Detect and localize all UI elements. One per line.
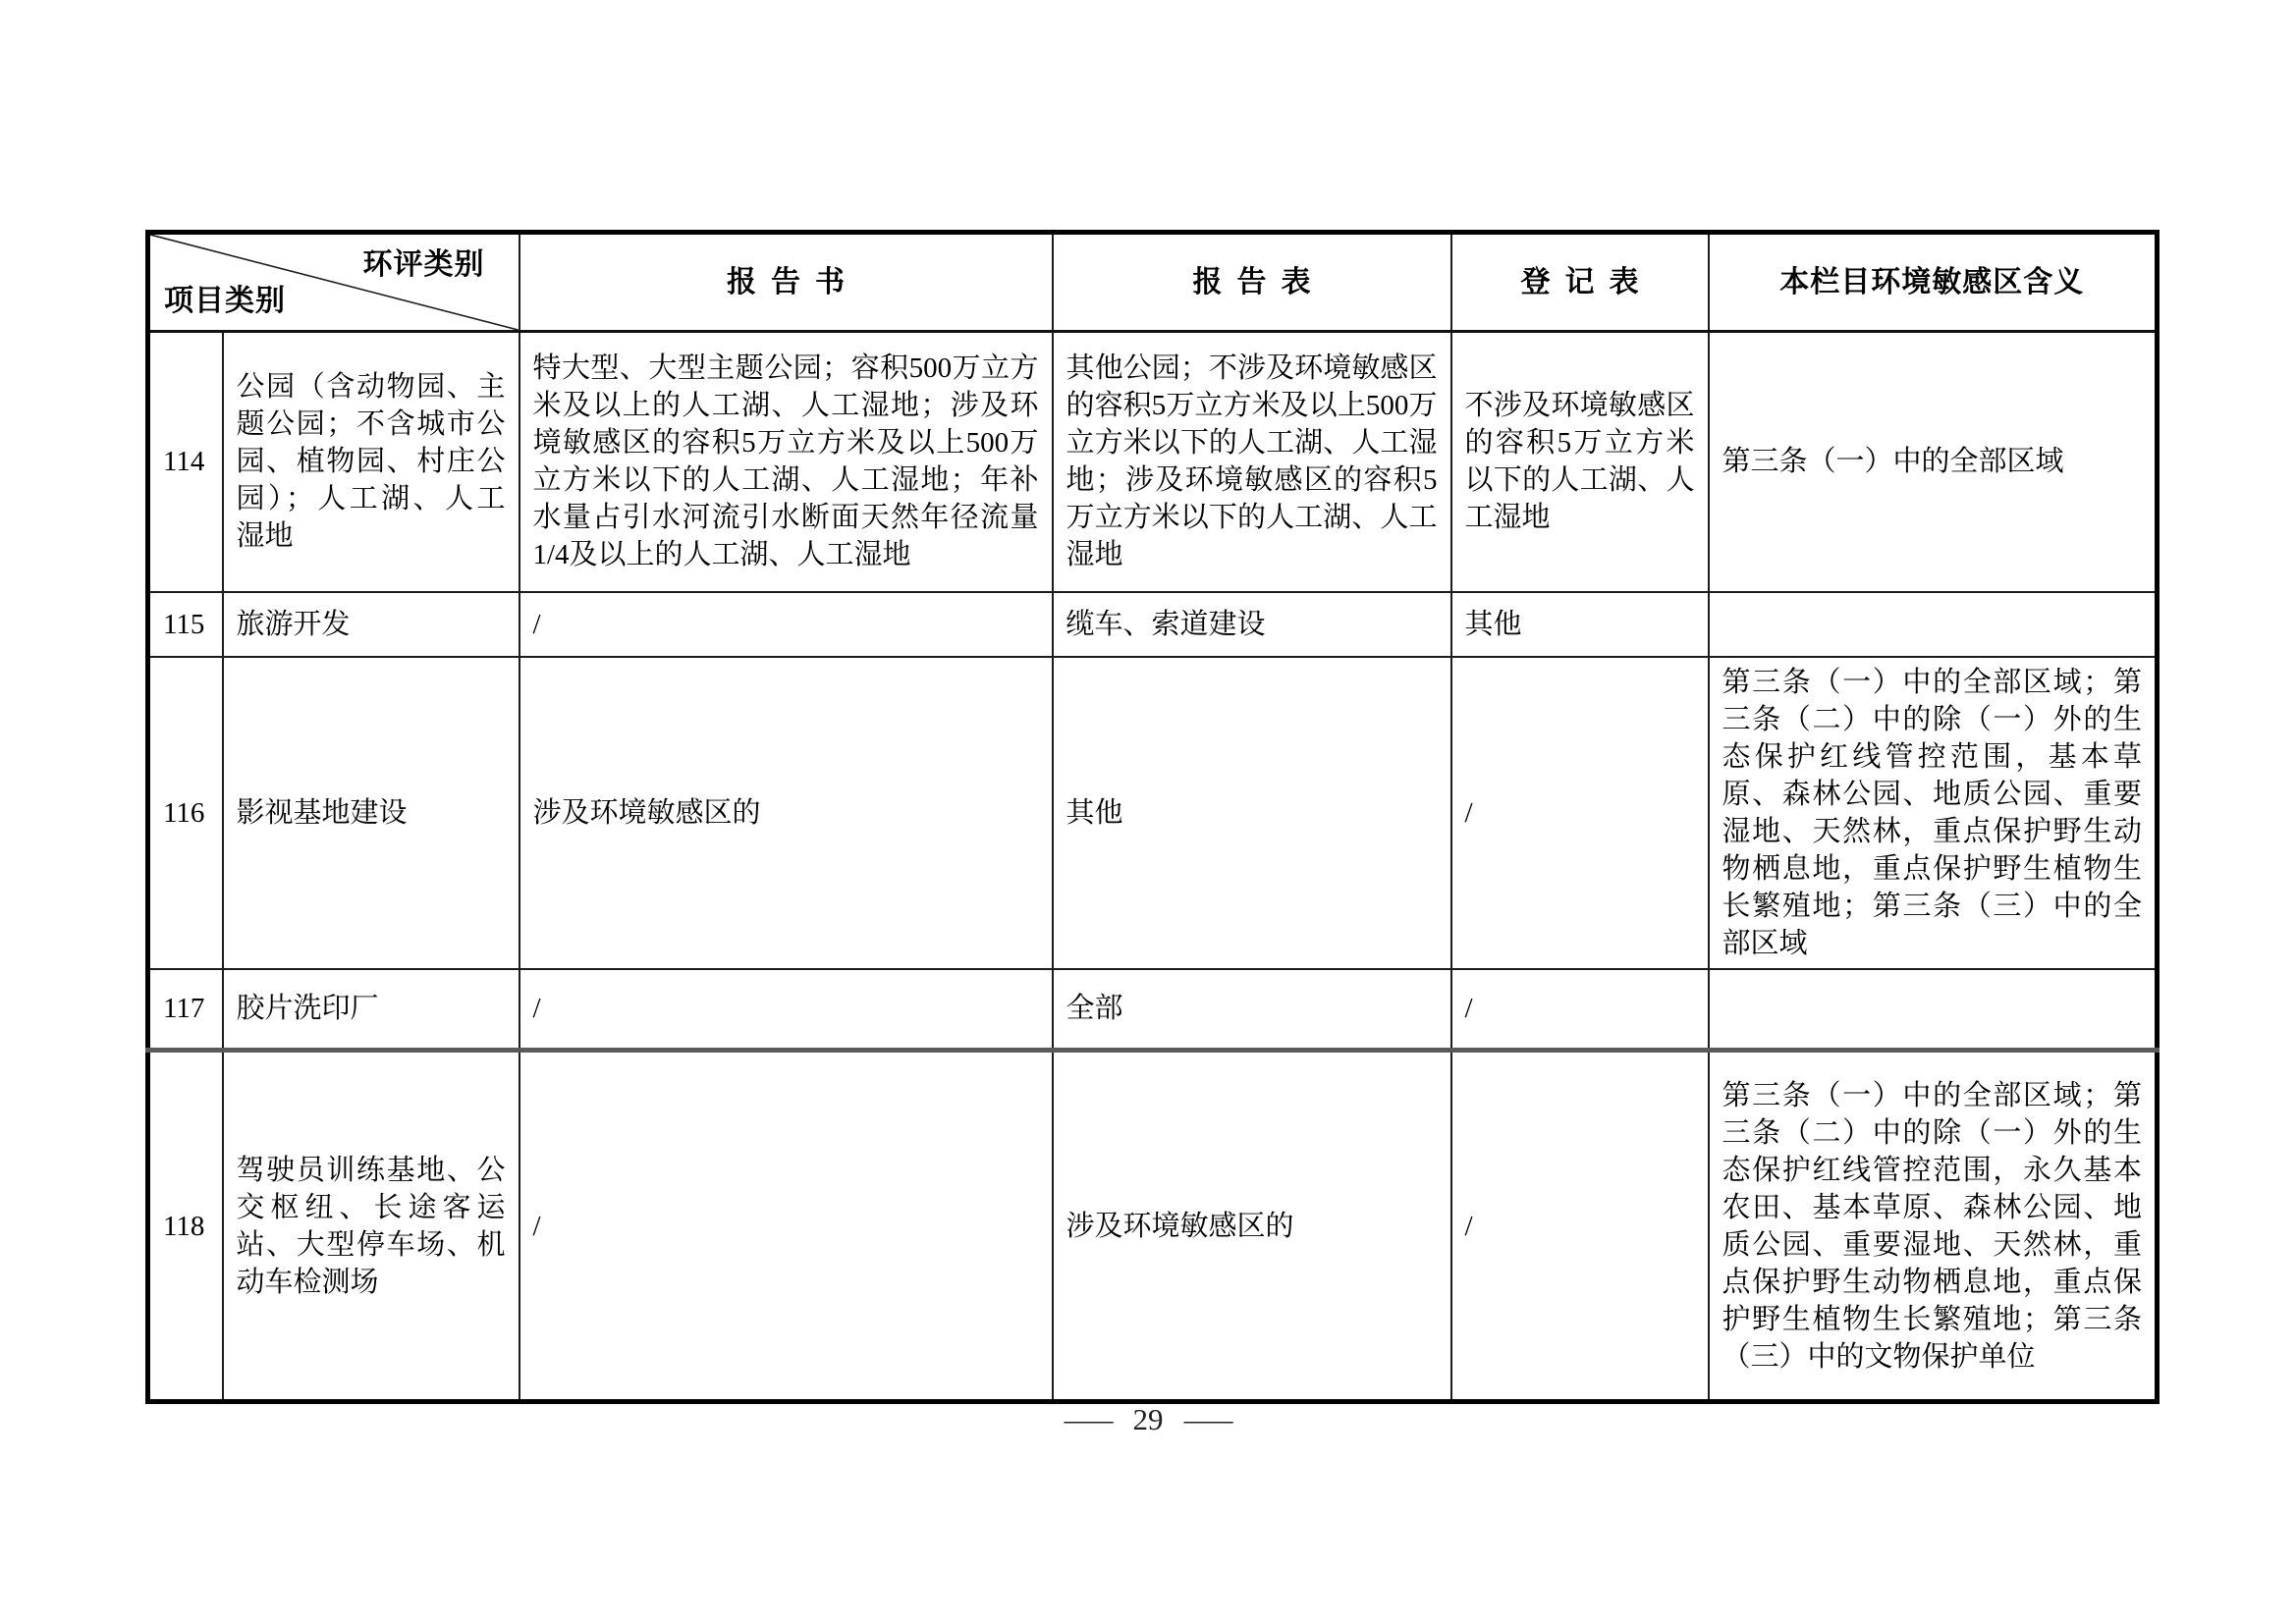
sensitive-area-cell: 第三条（一）中的全部区域；第三条（二）中的除（一）外的生态保护红线管控范围，基本草原、森林公园、地质公园、重要湿地、天然林，重点保护野生动物栖息地，重点保护野生植物生长繁殖地；第三条（三）中的全部区域 [1709,657,2158,969]
header-sensitive-meaning: 本栏目环境敏感区含义 [1709,233,2158,332]
row-number-cell: 116 [148,657,223,969]
category-cell: 影视基地建设 [223,657,519,969]
page-footer [0,1398,2296,1441]
registration-form-cell: / [1451,1051,1709,1402]
report-form-cell: 其他公园；不涉及环境敏感区的容积5万立方米及以上500万立方米以下的人工湖、人工湿地；涉及环境敏感区的容积5万立方米以下的人工湖、人工湿地 [1053,332,1451,592]
registration-form-cell: / [1451,969,1709,1051]
registration-form-cell: / [1451,657,1709,969]
row-number-cell: 117 [148,969,223,1051]
header-report-book: 报告书 [519,233,1053,332]
footer-right-dash: — [1183,1402,1232,1436]
report-book-cell: / [519,969,1053,1051]
category-cell: 公园（含动物园、主题公园；不含城市公园、植物园、村庄公园）；人工湖、人工湿地 [223,332,519,592]
report-form-cell: 全部 [1053,969,1451,1051]
table-row [148,1051,2158,1402]
report-form-cell: 其他 [1053,657,1451,969]
report-form-cell: 涉及环境敏感区的 [1053,1051,1451,1402]
sensitive-area-cell [1709,969,2158,1051]
sensitive-area-cell: 第三条（一）中的全部区域 [1709,332,2158,592]
category-cell: 旅游开发 [223,592,519,657]
table-row [148,657,2158,969]
report-book-cell: 特大型、大型主题公园；容积500万立方米及以上的人工湖、人工湿地；涉及环境敏感区的容积5万立方米及以上500万立方米以下的人工湖、人工湿地；年补水量占引水河流引水断面天然年径流量1/4及以上的人工湖、人工湿地 [519,332,1053,592]
page-number: 29 [1132,1402,1164,1436]
sensitive-area-cell: 第三条（一）中的全部区域；第三条（二）中的除（一）外的生态保护红线管控范围，永久基本农田、基本草原、森林公园、地质公园、重要湿地、天然林，重点保护野生动物栖息地，重点保护野生植物生长繁殖地；第三条（三）中的文物保护单位 [1709,1051,2158,1402]
registration-form-cell: 其他 [1451,592,1709,657]
header-diagonal-cell [148,233,519,332]
table-row [148,332,2158,592]
table-row [148,592,2158,657]
header-eia-category-label: 环评类别 [362,248,485,281]
table-row [148,969,2158,1051]
footer-left-dash: — [1064,1402,1113,1436]
header-registration-form: 登记表 [1451,233,1709,332]
report-book-cell: / [519,1051,1053,1402]
report-book-cell: / [519,592,1053,657]
sensitive-area-cell [1709,592,2158,657]
report-book-cell: 涉及环境敏感区的 [519,657,1053,969]
row-number-cell: 115 [148,592,223,657]
row-number-cell: 114 [148,332,223,592]
header-report-form: 报告表 [1053,233,1451,332]
category-cell: 胶片洗印厂 [223,969,519,1051]
registration-form-cell: 不涉及环境敏感区的容积5万立方米以下的人工湖、人工湿地 [1451,332,1709,592]
row-number-cell: 118 [148,1051,223,1402]
report-form-cell: 缆车、索道建设 [1053,592,1451,657]
eia-category-table [145,230,2159,1404]
table-header-row [148,233,2158,332]
category-cell: 驾驶员训练基地、公交枢纽、长途客运站、大型停车场、机动车检测场 [223,1051,519,1402]
header-project-category-label: 项目类别 [164,285,286,317]
